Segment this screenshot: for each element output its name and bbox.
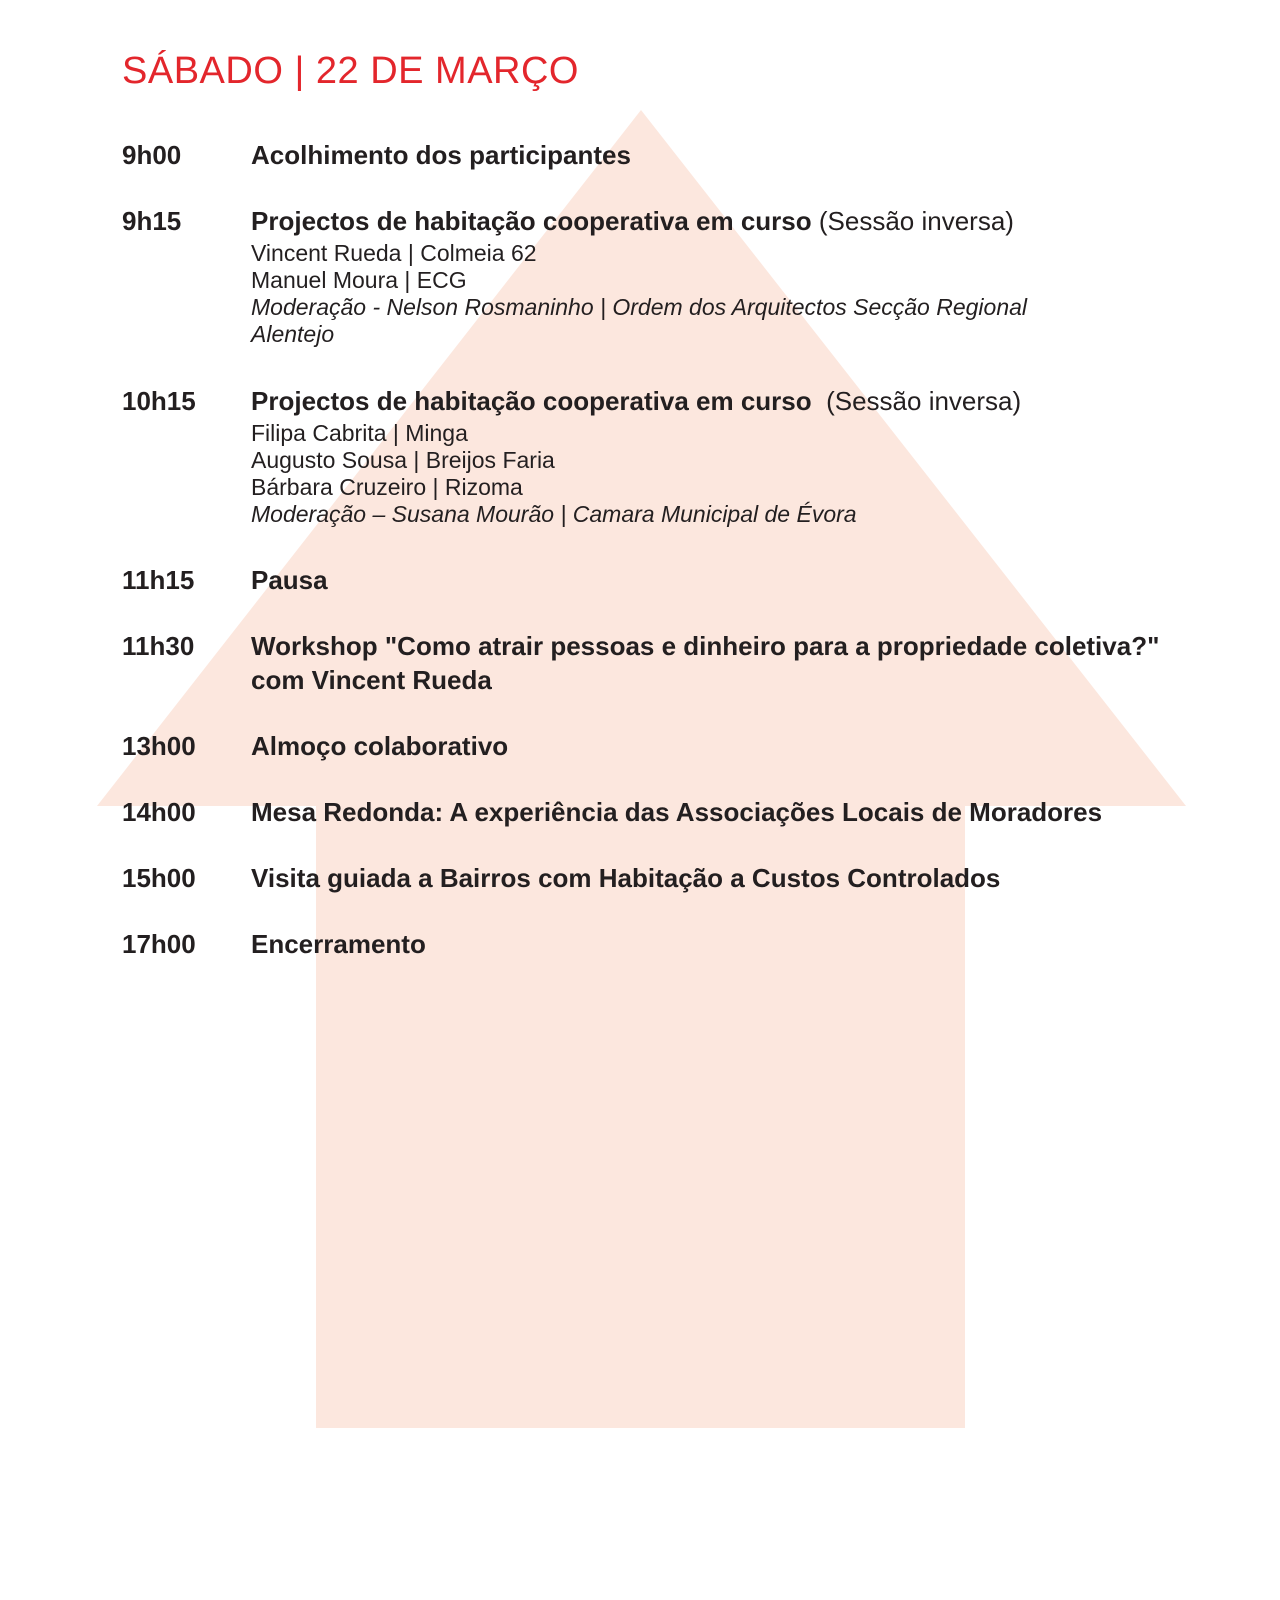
agenda-time: 13h00 [122, 731, 196, 761]
agenda-title [251, 204, 1271, 238]
agenda-content [251, 795, 1271, 829]
moderation-line: Alentejo [251, 321, 335, 347]
agenda-time: 11h30 [122, 631, 195, 661]
agenda-title: Almoço colaborativo [251, 731, 509, 761]
agenda-session-note: (Sessão inversa) [818, 206, 1014, 236]
agenda-title [251, 384, 1271, 418]
agenda-time: 14h00 [122, 797, 196, 827]
speaker-line: Manuel Moura | ECG [251, 267, 467, 293]
agenda-title-text: Projectos de habitação cooperativa em curso [251, 386, 812, 416]
agenda-time: 10h15 [122, 386, 196, 416]
agenda-content [251, 384, 1271, 528]
moderation-line: Moderação – Susana Mourão | Camara Municipal de Évora [251, 501, 857, 527]
agenda-title: Pausa [251, 565, 328, 595]
agenda-content [251, 563, 1271, 597]
agenda-title: Mesa Redonda: A experiência das Associações Locais de Moradores [251, 797, 1103, 827]
agenda-time: 9h00 [122, 140, 182, 170]
agenda-title: Encerramento [251, 929, 426, 959]
agenda-content [251, 861, 1271, 895]
agenda-time: 11h15 [122, 565, 195, 595]
agenda-title-line: Workshop "Como atrair pessoas e dinheiro para a propriedade coletiva?" [251, 631, 1160, 661]
agenda-title-text: Projectos de habitação cooperativa em curso [251, 206, 812, 236]
agenda-session-note: (Sessão inversa) [826, 386, 1022, 416]
agenda-title: Visita guiada a Bairros com Habitação a Custos Controlados [251, 863, 1001, 893]
speaker-line: Filipa Cabrita | Minga [251, 420, 468, 446]
agenda-content [251, 138, 1271, 172]
agenda-title: Acolhimento dos participantes [251, 140, 631, 170]
speaker-line: Vincent Rueda | Colmeia 62 [251, 240, 537, 266]
agenda-content [251, 629, 1271, 697]
agenda-content [251, 204, 1271, 348]
agenda-content [251, 729, 1271, 763]
speaker-line: Bárbara Cruzeiro | Rizoma [251, 474, 523, 500]
agenda-time: 9h15 [122, 206, 182, 236]
page-title: SÁBADO | 22 DE MARÇO [122, 50, 579, 92]
speaker-line: Augusto Sousa | Breijos Faria [251, 447, 555, 473]
agenda-content [251, 927, 1271, 961]
agenda-time: 17h00 [122, 929, 196, 959]
moderation-line: Moderação - Nelson Rosmaninho | Ordem dos Arquitectos Secção Regional [251, 294, 1028, 320]
agenda-title-line: com Vincent Rueda [251, 665, 492, 695]
agenda-time: 15h00 [122, 863, 196, 893]
